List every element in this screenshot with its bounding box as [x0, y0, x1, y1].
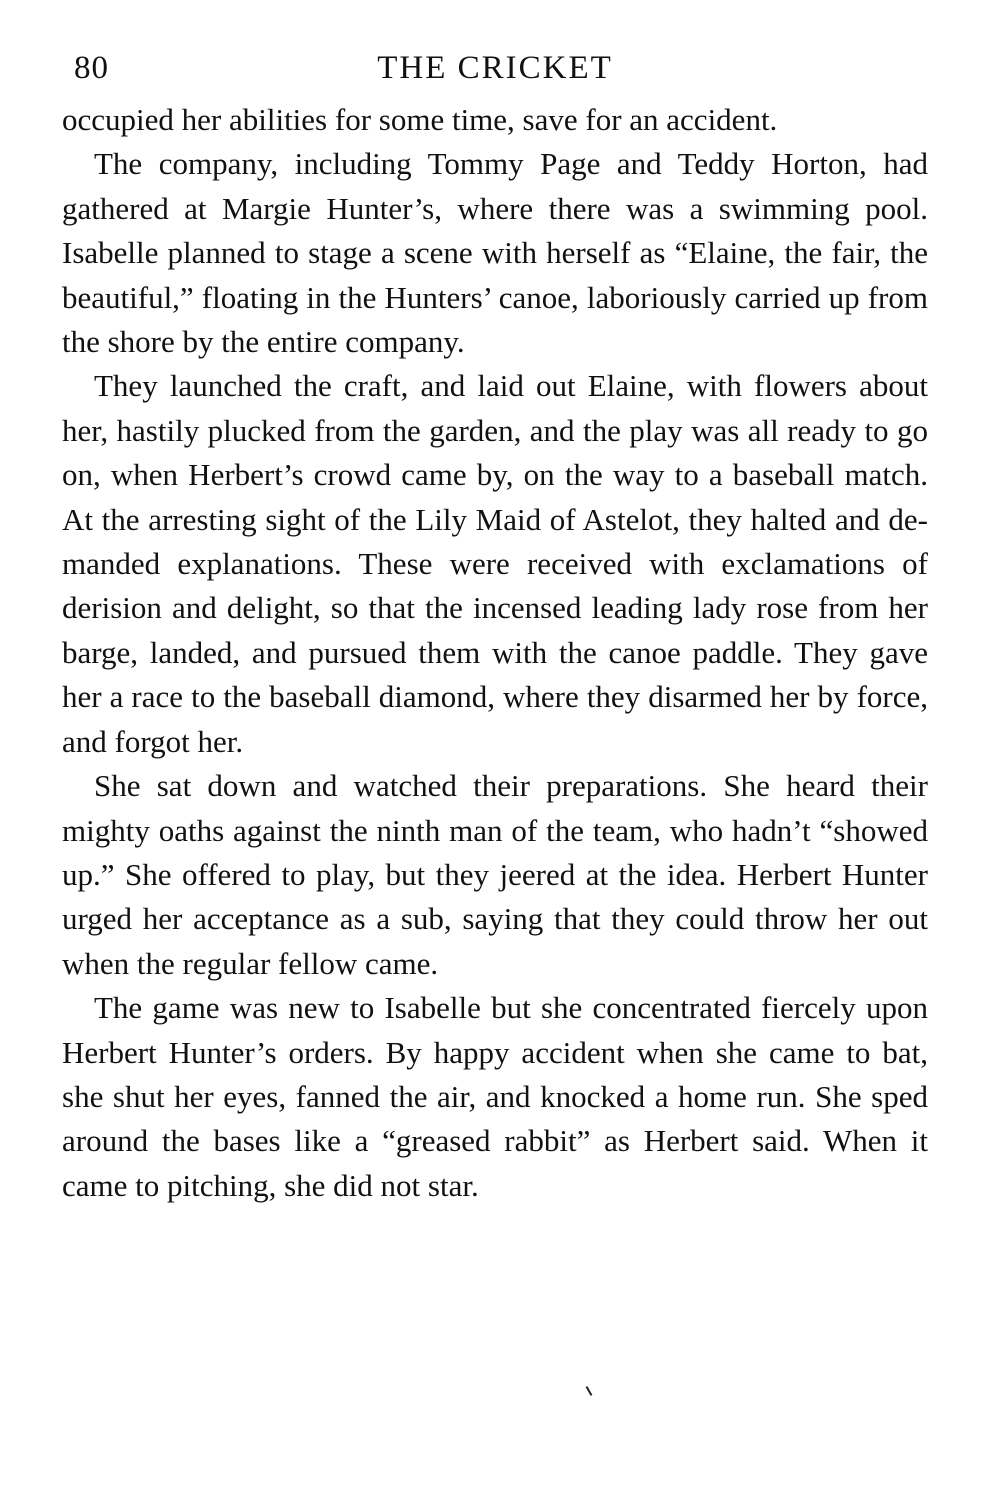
paragraph: The game was new to Isabelle but she concentrated fiercely upon Herbert Hunter’s orders. By happy accident when she came to bat, she shut her eyes, fanned the air, and knocked a home run. She sped around the bases like a “greased rabbit” as Herbert said. When it came to pitching, she did not star.: [62, 990, 928, 1203]
page-header: [62, 46, 928, 90]
page-number: 80: [74, 50, 109, 86]
paragraph: They launched the craft, and laid out Elaine, with flowers about her, hastily plucked from the garden, and the play was all ready to go on, when Herbert’s crowd came by, on the way to a baseball match. At the arresting sight of the Lily Maid of Astelot, they halted and demanded explanations. These were received with exclamations of derision and delight, so that the incensed leading lady rose from her barge, landed, and pursued them with the canoe paddle. They gave her a race to the baseball diamond, where they disarmed her by force, and forgot her.: [62, 368, 928, 759]
book-page: [62, 46, 928, 1208]
running-title: THE CRICKET: [377, 50, 613, 86]
paragraph-continued: occupied her abilities for some time, save for an accident.: [62, 102, 778, 137]
paragraph: The company, including Tommy Page and Teddy Horton, had gathered at Margie Hunter’s, where there was a swimming pool. Isabelle planned to stage a scene with herself as “Elaine, the fair, the beautiful,” floating in the Hunters’ canoe, laboriously carried up from the shore by the entire company.: [62, 146, 928, 360]
body-text: [62, 98, 928, 1208]
paragraph: She sat down and watched their preparations. She heard their mighty oaths against the ninth man of the team, who hadn’t “showed up.” She offered to play, but they jeered at the idea. Herbert Hunter urged her acceptance as a sub, saying that they could throw her out when the regular fellow came.: [62, 768, 928, 981]
stray-ink-mark: [586, 1386, 593, 1396]
